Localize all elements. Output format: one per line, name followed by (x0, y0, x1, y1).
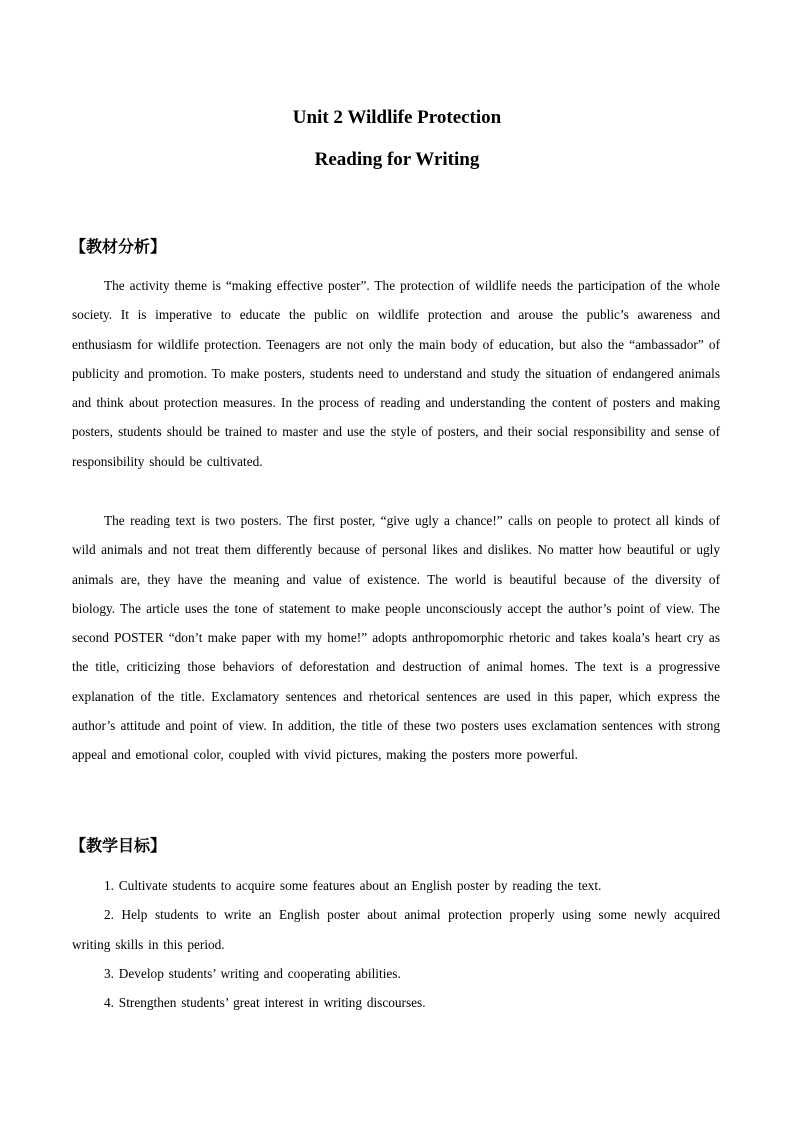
section-heading-goals: 【教学目标】 (70, 836, 167, 855)
goal-item-2: 2. Help students to write an English poster about animal protection properly using some newly acquired writing skills in this period. (72, 907, 720, 952)
document-subtitle: Reading for Writing (314, 149, 480, 170)
goals-list (72, 871, 720, 1017)
analysis-paragraph-1: The activity theme is “making effective poster”. The protection of wildlife needs the participation of the whole society. It is imperative to educate the public on wildlife protection and arouse the public’s awareness and enthusiasm for wildlife protection. Teenagers are not only the main body of education, but also the “ambassador” of publicity and promotion. To make posters, students need to understand and study the situation of endangered animals and think about protection measures. In the process of reading and understanding the content of posters and making posters, students should be trained to master and use the style of posters, and their social responsibility and sense of responsibility should be cultivated. (72, 278, 720, 469)
section-heading-analysis: 【教材分析】 (70, 237, 167, 256)
goal-item-1: 1. Cultivate students to acquire some features about an English poster by reading the text. (104, 878, 602, 893)
goal-item-3: 3. Develop students’ writing and cooperating abilities. (104, 965, 401, 981)
goal-item-4: 4. Strengthen students’ great interest in writing discourses. (104, 995, 426, 1011)
document-title: Unit 2 Wildlife Protection (292, 107, 502, 128)
analysis-paragraph-2: The reading text is two posters. The first poster, “give ugly a chance!” calls on people to protect all kinds of wild animals and not treat them differently because of personal likes and dislikes. No matter how beautiful or ugly animals are, they have the meaning and value of existence. The world is beautiful because of the diversity of biology. The article uses the tone of statement to make people unconsciously accept the author’s point of view. The second POSTER “don’t make paper with my home!” adopts anthropomorphic rhetoric and takes koala’s heart cry as the title, criticizing those behaviors of deforestation and destruction of animal homes. The text is a progressive explanation of the title. Exclamatory sentences and rhetorical sentences are used in this paper, which express the author’s attitude and point of view. In addition, the title of these two posters uses exclamation sentences with strong appeal and emotional color, coupled with vivid pictures, making the posters more powerful. (72, 513, 720, 763)
